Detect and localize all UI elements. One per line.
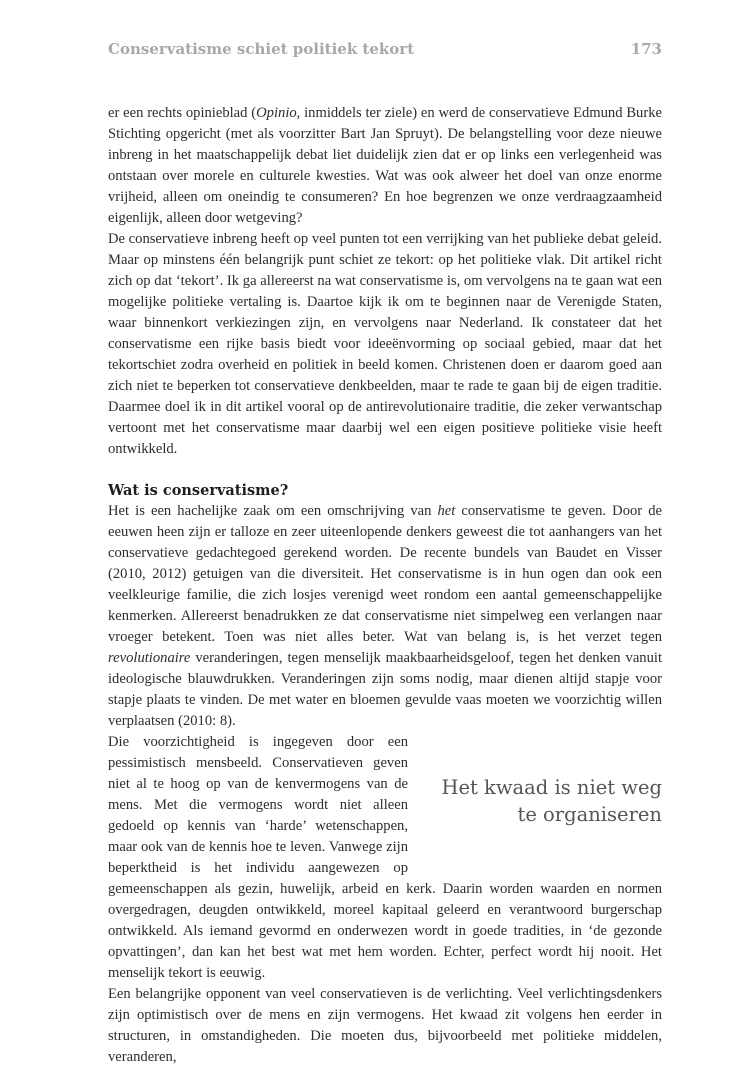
paragraph-4: Het kwaad is niet weg te organiseren Die voorzichtigheid is ingegeven door een pessimistisch mensbeeld. Conservatieven geven niet al te hoog op van de kenvermogens van de mens. Met die vermogens wordt niet alleen gedoeld op kennis van ‘harde’ wetenschappen, maar ook van de kennis hoe te leven. Vanwege zijn beperktheid is het individu aangewezen op gemeenschappen als gezin, huwelijk, arbeid en kerk. Daarin worden waarden en normen overgedragen, deugden ontwikkeld, moreel kapitaal geleerd en verantwoord burgerschap ontwikkeld. Als iemand gevormd en onderwezen wordt in goede tradities, in ‘de gezonde opvattingen’, dan kan het best wat met hem worden. Echter, perfect wordt hij nooit. Het menselijk tekort is eeuwig. — [108, 734, 662, 981]
pull-quote: Het kwaad is niet weg te organiseren — [441, 776, 662, 826]
page-number: 173 — [630, 40, 662, 58]
section-heading: Wat is conservatisme? — [108, 482, 289, 499]
article-body — [108, 103, 662, 1068]
paragraph-2: De conservatieve inbreng heeft op veel punten tot een verrijking van het publieke debat geleid. Maar op minstens één belangrijk punt schiet ze tekort: op het politieke vlak. Dit artikel richt zich op dat ‘tekort’. Ik ga allereerst na wat conservatisme is, om vervolgens na te gaan wat een mogelijke politieke vertaling is. Daartoe kijk ik om te beginnen naar de Verenigde Staten, waar binnenkort verkiezingen zijn, en vervolgens naar Nederland. Ik constateer dat het conservatisme een rijke basis biedt voor ideeënvorming op sociaal gebied, maar dat het tekortschiet zodra overheid en politiek in beeld komen. Christenen doen er daarom goed aan zich niet te beperken tot conservatieve denkbeelden, maar te rade te gaan bij de eigen traditie. Daarmee doel ik in dit artikel vooral op de antirevolutionaire traditie, die zeker verwantschap vertoont met het conservatisme maar daarbij wel een eigen positieve politieke visie heeft ontwikkeld. — [108, 231, 662, 457]
paragraph-5: Een belangrijke opponent van veel conservatieven is de verlichting. Veel verlichtingsdenkers zijn optimistisch over de mens en zijn vermogens. Het kwaad zit volgens hen eerder in structuren, in omstandigheden. Die moeten dus, bijvoorbeeld met politieke middelen, veranderen, — [108, 986, 662, 1065]
paragraph-3: Het is een hachelijke zaak om een omschrijving van het conservatisme te geven. Door de eeuwen heen zijn er talloze en zeer uiteenlopende denkers geweest die tot aanhangers van het conservatieve gedachtegoed gerekend worden. De recente bundels van Baudet en Visser (2010, 2012) getuigen van die diversiteit. Het conservatisme is in hun ogen dan ook een veelkleurige familie, die zich losjes verenigd weet rondom een aantal gemeenschappelijke kenmerken. Allereerst benadrukken ze dat conservatisme niet simpelweg een verlangen naar vroeger betekent. Toen was niet alles beter. Wat van belang is, is het verzet tegen revolutionaire veranderingen, tegen menselijk maakbaarheidsgeloof, tegen het denken vanuit ideologische blauwdrukken. Veranderingen zijn soms nodig, maar dienen altijd stapje voor stapje plaats te vinden. De met water en bloemen gevulde vaas moeten we voorzichtig willen verplaatsen (2010: 8). — [108, 503, 663, 729]
running-header — [108, 40, 662, 58]
paragraph-1: er een rechts opinieblad (Opinio, inmiddels ter ziele) en werd de conservatieve Edmund Burke Stichting opgericht (met als voorzitter Bart Jan Spruyt). De belangstelling voor deze nieuwe inbreng in het maatschappelijk debat liet duidelijk zien dat er op links een verlegenheid was ontstaan over morele en culturele kwesties. Wat was ook alweer het doel van onze enorme vrijheid, alleen om oneindig te consumeren? En hoe begrenzen we onze verdraagzaamheid eigenlijk, alleen door wetgeving? — [108, 105, 662, 226]
italic-term: het — [437, 503, 456, 519]
italic-term: Opinio — [256, 105, 297, 121]
running-title: Conservatisme schiet politiek tekort — [108, 40, 415, 58]
italic-term: revolutionaire — [108, 650, 191, 666]
